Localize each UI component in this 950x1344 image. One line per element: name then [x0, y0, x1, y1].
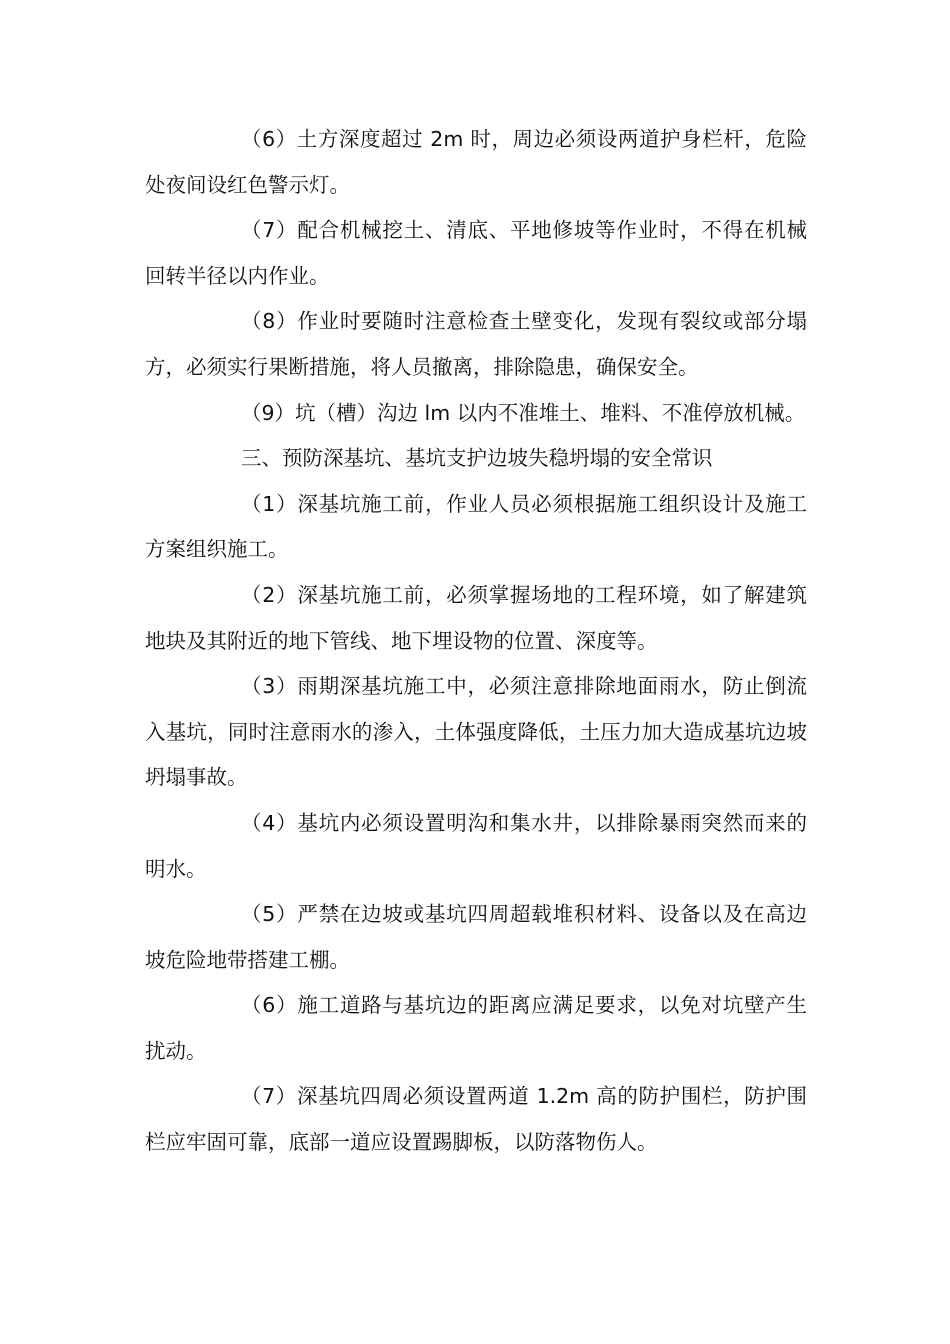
paragraph-item-5-overload: （5）严禁在边坡或基坑四周超载堆积材料、设备以及在高边坡危险地带搭建工棚。 — [145, 902, 807, 972]
paragraph-item-2-site-environment: （2）深基坑施工前，必须掌握场地的工程环境，如了解建筑地块及其附近的地下管线、地下埋设物的位置、深度等。 — [145, 582, 807, 653]
paragraph-item-1-construction-plan: （1）深基坑施工前，作业人员必须根据施工组织设计及施工方案组织施工。 — [145, 491, 807, 562]
paragraph-item-6-road-distance: （6）施工道路与基坑边的距离应满足要求，以免对坑壁产生扰动。 — [145, 993, 807, 1063]
paragraph-item-7-machine-radius: （7）配合机械挖土、清底、平地修坡等作业时，不得在机械回转半径以内作业。 — [145, 218, 807, 288]
document-body — [145, 117, 807, 1166]
section-heading-3: 三、预防深基坑、基坑支护边坡失稳坍塌的安全常识 — [241, 446, 713, 471]
paragraph-item-6-earthwork-railing: （6）土方深度超过 2m 时，周边必须设两道护身栏杆，危险处夜间设红色警示灯。 — [145, 127, 807, 197]
paragraph-item-8-soil-wall-check: （8）作业时要随时注意检查土壁变化，发现有裂纹或部分塌方，必须实行果断措施，将人员撤离，排除隐患，确保安全。 — [145, 309, 807, 379]
paragraph-item-3-rainy-season: （3）雨期深基坑施工中，必须注意排除地面雨水，防止倒流入基坑，同时注意雨水的渗入，土体强度降低，土压力加大造成基坑边坡坍塌事故。 — [145, 674, 807, 790]
paragraph-item-4-drainage: （4）基坑内必须设置明沟和集水井，以排除暴雨突然而来的明水。 — [145, 810, 807, 881]
paragraph-item-9-trench-edge: （9）坑（槽）沟边 lm 以内不准堆土、堆料、不准停放机械。 — [241, 400, 806, 425]
paragraph-item-7-guardrail: （7）深基坑四周必须设置两道 1.2m 高的防护围栏，防护围栏应牢固可靠，底部一道应设置踢脚板，以防落物伤人。 — [145, 1084, 807, 1155]
